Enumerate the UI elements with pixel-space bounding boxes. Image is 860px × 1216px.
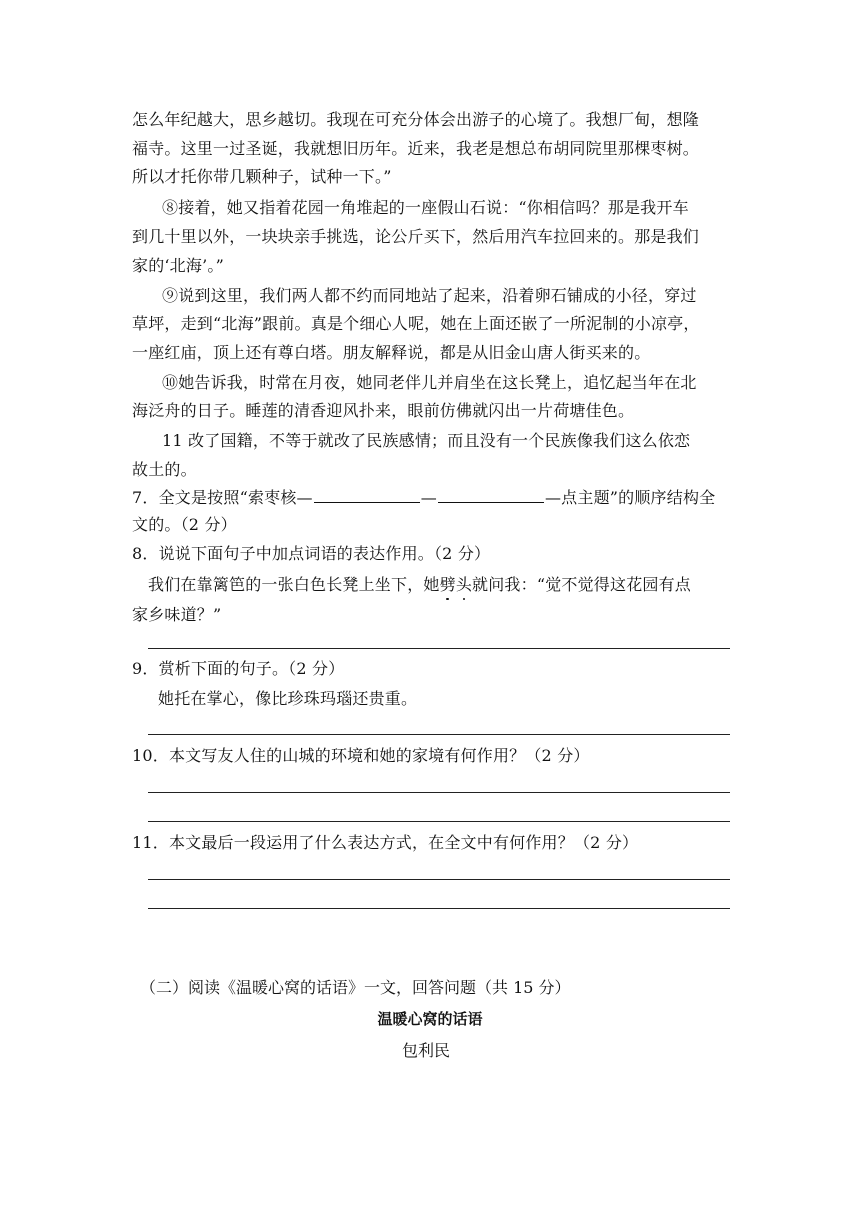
essay-title: 温暖心窝的话语 <box>377 1010 483 1028</box>
passage-line: ⑧接着，她又指着花园一角堆起的一座假山石说：“你相信吗？那是我开车 <box>162 198 689 217</box>
passage-line: 海泛舟的日子。睡莲的清香迎风扑来，眼前仿佛就闪出一片荷塘佳色。 <box>132 401 635 420</box>
passage-line: 草坪，走到“北海”跟前。真是个细心人呢，她在上面还嵌了一所泥制的小凉亭， <box>132 314 700 333</box>
question-7 <box>132 487 730 509</box>
passage-line: ⑩她告诉我，时常在月夜，她同老伴儿并肩坐在这长凳上，追忆起当年在北 <box>162 373 697 392</box>
question-8-quote-line2: 家乡味道？” <box>132 605 222 624</box>
question-8-quote-after: 就问我：“觉不觉得这花园有点 <box>472 575 691 594</box>
question-10-stem: 10．本文写友人住的山城的环境和她的家境有何作用？（2 分） <box>132 746 590 765</box>
section-2-heading: （二）阅读《温暖心窝的话语》一文，回答问题（共 15 分） <box>140 978 571 997</box>
answer-line[interactable] <box>148 908 730 909</box>
question-8-quote-before: 我们在靠篱笆的一张白色长凳上坐下，她 <box>148 575 440 594</box>
question-8-stem: 8．说说下面句子中加点词语的表达作用。（2 分） <box>132 544 491 563</box>
passage-line: 家的‘北海’。” <box>132 256 224 275</box>
passage-line: 怎么年纪越大，思乡越切。我现在可充分体会出游子的心境了。我想厂甸，想隆 <box>132 110 700 129</box>
question-7-part2: —点主题”的顺序结构全 <box>544 488 716 507</box>
answer-line[interactable] <box>148 734 730 735</box>
passage-line: 11 改了国籍，不等于就改了民族感情；而且没有一个民族像我们这么依恋 <box>162 431 691 450</box>
passage-line: 故土的。 <box>132 460 197 479</box>
question-7-part1: 7．全文是按照“索枣核— <box>132 488 313 507</box>
question-11-stem: 11．本文最后一段运用了什么表达方式，在全文中有何作用？（2 分） <box>132 833 639 852</box>
answer-line[interactable] <box>148 792 730 793</box>
passage-line: ⑨说到这里，我们两人都不约而同地站了起来，沿着卵石铺成的小径，穿过 <box>162 286 697 305</box>
emphasized-char: 劈 <box>439 575 456 594</box>
question-7-line2: 文的。（2 分） <box>132 515 237 534</box>
question-7-separator: — <box>420 488 437 507</box>
passage-line: 一座红庙，顶上还有尊白塔。朋友解释说，都是从旧金山唐人街买来的。 <box>132 343 651 362</box>
passage-line: 福寺。这里一过圣诞，我就想旧历年。近来，我老是想总布胡同院里那棵枣树。 <box>132 139 700 158</box>
emphasized-char: 头 <box>455 575 473 594</box>
answer-blank-1[interactable] <box>314 488 420 503</box>
essay-author: 包利民 <box>401 1041 450 1060</box>
passage-line: 所以才托你带几颗种子，试种一下。” <box>132 167 392 186</box>
answer-line[interactable] <box>148 879 730 880</box>
question-8-quote <box>148 574 730 596</box>
passage-line: 到几十里以外，一块块亲手挑选，论公斤买下，然后用汽车拉回来的。那是我们 <box>132 227 700 246</box>
answer-line[interactable] <box>148 821 730 822</box>
question-9-quote: 她托在掌心，像比珍珠玛瑙还贵重。 <box>158 689 418 708</box>
answer-line[interactable] <box>148 648 730 649</box>
answer-blank-2[interactable] <box>438 488 544 503</box>
question-9-stem: 9．赏析下面的句子。（2 分） <box>132 659 345 678</box>
